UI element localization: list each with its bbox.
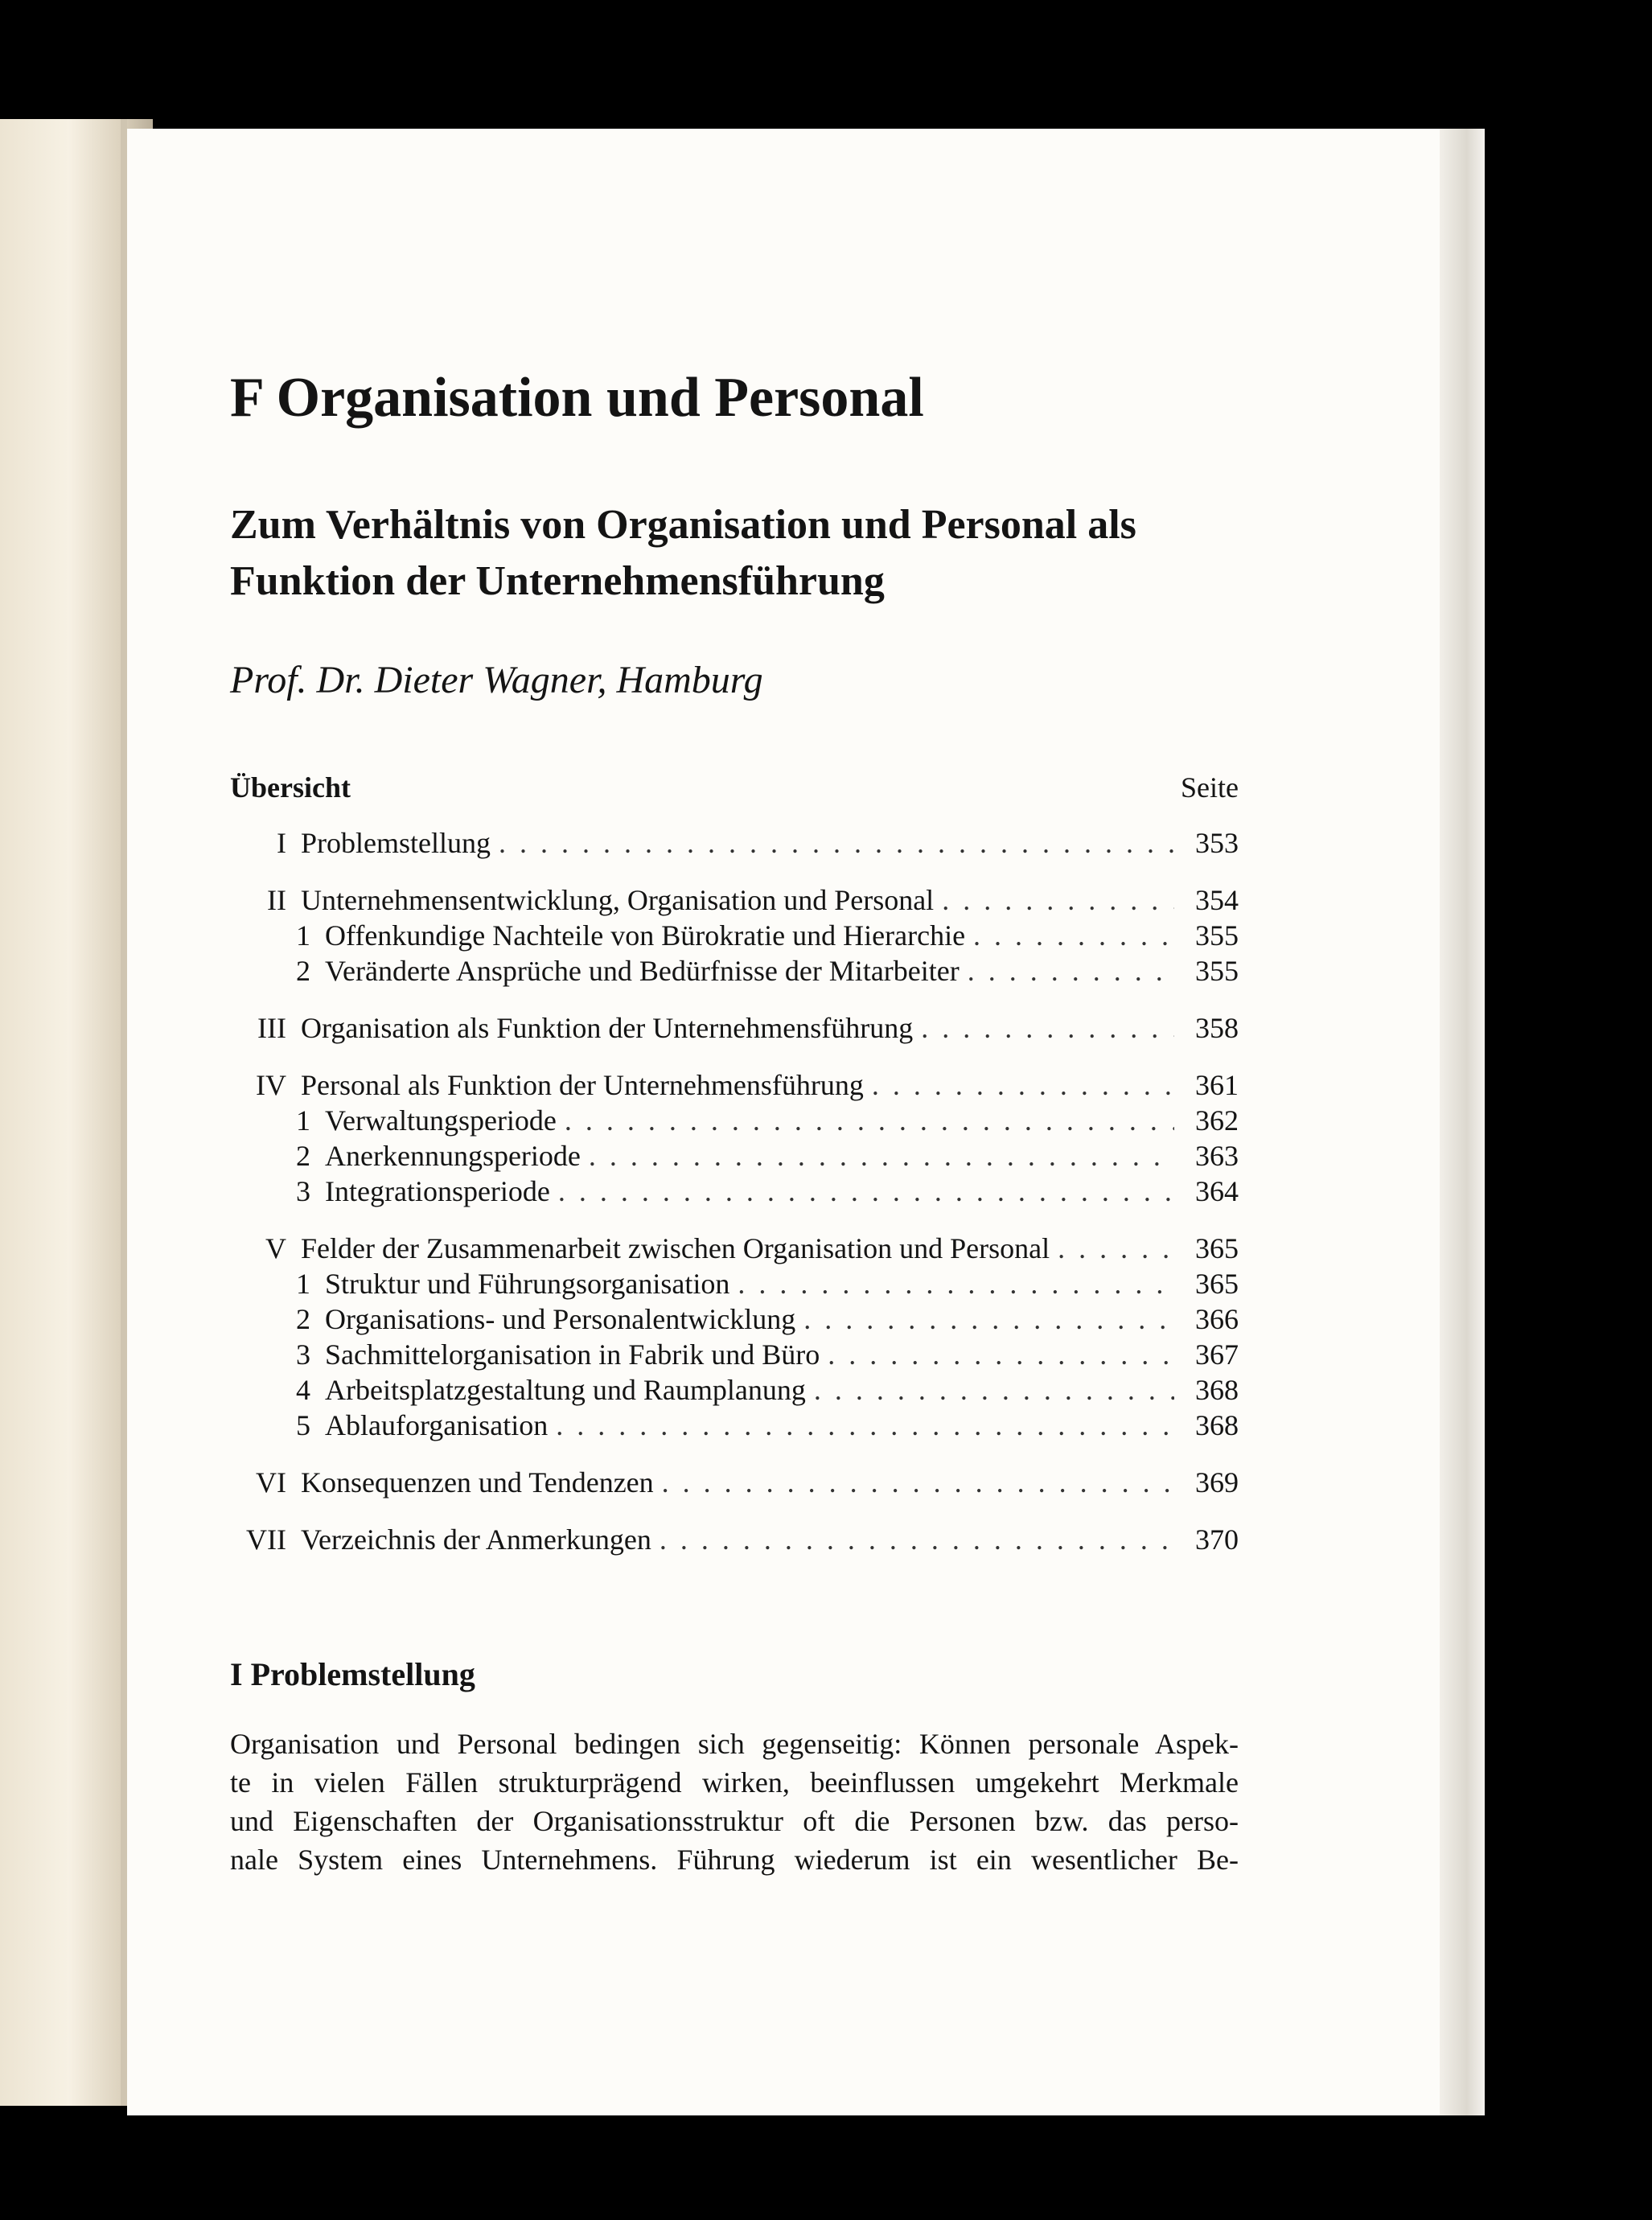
toc-entry-number: 1: [296, 1104, 310, 1137]
toc-entry-number: I: [277, 827, 286, 859]
toc-entry-label: Unternehmensentwicklung, Organisation und Personal: [301, 884, 935, 916]
toc-entry-page: 368: [1195, 1374, 1239, 1406]
toc-entry-page: 367: [1195, 1338, 1239, 1371]
toc-entry-label: Anerkennungsperiode: [325, 1140, 581, 1172]
toc-entry-number: 2: [296, 955, 310, 987]
toc-entry-label: Ablauforganisation: [325, 1409, 549, 1441]
toc-subentry: [230, 1174, 1239, 1210]
toc-subentry: [230, 1302, 1239, 1338]
toc-entry-label: Verzeichnis der Anmerkungen: [301, 1523, 651, 1556]
toc-entry-page: 355: [1195, 955, 1239, 987]
body-paragraph: [230, 1725, 1239, 1879]
toc-entry-label: Struktur und Führungsorganisation: [325, 1268, 730, 1300]
toc-entry: [230, 826, 1239, 861]
toc-entry-label: Problemstellung: [301, 827, 491, 859]
toc-entry-number: 2: [296, 1140, 310, 1172]
body-line: Organisation und Personal bedingen sich gegenseitig: Können personale Aspek-: [230, 1728, 1239, 1760]
toc-entry: [230, 1466, 1239, 1501]
toc-subentry: [230, 1338, 1239, 1373]
toc-entry-label: Organisations- und Personalentwicklung: [325, 1303, 796, 1335]
toc-subentry: [230, 1104, 1239, 1139]
toc-entry: [230, 1068, 1239, 1104]
toc-entry-number: II: [267, 884, 286, 916]
toc-leader-dots: [803, 1302, 1174, 1336]
toc-entry-page: 363: [1195, 1140, 1239, 1172]
toc-entry-label: Integrationsperiode: [325, 1175, 550, 1207]
toc-entry-label: Verwaltungsperiode: [325, 1104, 557, 1137]
toc-entry-page: 364: [1195, 1175, 1239, 1207]
article-title-line: Funktion der Unternehmensführung: [230, 558, 885, 604]
toc-leader-dots: [499, 826, 1174, 860]
toc-leader-dots: [738, 1267, 1174, 1301]
spine-fold: [121, 119, 127, 2106]
toc-entry-number: V: [265, 1232, 286, 1264]
article-title-line: Zum Verhältnis von Organisation und Personal als: [230, 502, 1136, 548]
toc-entry-label: Sachmittelorganisation in Fabrik und Büro: [325, 1338, 820, 1371]
toc-entry-number: III: [257, 1012, 286, 1044]
toc-entry-page: 369: [1195, 1466, 1239, 1498]
toc-leader-dots: [660, 1523, 1174, 1556]
toc-entry-number: 3: [296, 1338, 310, 1371]
toc-subentry: [230, 919, 1239, 954]
toc-entry-number: 5: [296, 1409, 310, 1441]
toc-subentry: [230, 1267, 1239, 1302]
toc-entry-page: 354: [1195, 884, 1239, 916]
toc-entry-label: Personal als Funktion der Unternehmensführung: [301, 1069, 864, 1101]
toc-leader-dots: [968, 954, 1174, 988]
toc-entry-number: 3: [296, 1175, 310, 1207]
toc-entry-number: 2: [296, 1303, 310, 1335]
toc-heading: Übersicht: [230, 771, 351, 804]
toc-entry-number: 4: [296, 1374, 310, 1406]
toc-entry: [230, 1523, 1239, 1558]
toc-entry-number: 1: [296, 919, 310, 952]
body-line: te in vielen Fällen strukturprägend wirken, beeinflussen umgekehrt Merkmale: [230, 1766, 1239, 1799]
section-heading: I Problemstellung: [230, 1656, 475, 1692]
toc-entry-label: Arbeitsplatzgestaltung und Raumplanung: [325, 1374, 806, 1406]
toc-entry-page: 358: [1195, 1012, 1239, 1044]
toc-entry-label: Organisation als Funktion der Unternehmensführung: [301, 1012, 914, 1044]
toc-leader-dots: [828, 1338, 1174, 1371]
toc-entry-page: 365: [1195, 1232, 1239, 1264]
page-edge: [1440, 129, 1485, 2115]
body-line: nale System eines Unternehmens. Führung wiederum ist ein wesentlicher Be-: [230, 1844, 1239, 1876]
toc-entry-number: VII: [246, 1523, 286, 1556]
toc-leader-dots: [558, 1174, 1174, 1208]
toc-entry-page: 370: [1195, 1523, 1239, 1556]
toc-entry-page: 368: [1195, 1409, 1239, 1441]
toc-leader-dots: [942, 883, 1174, 917]
toc-entry-page: 365: [1195, 1268, 1239, 1300]
toc-entry-label: Offenkundige Nachteile von Bürokratie und Hierarchie: [325, 919, 966, 952]
body-line: und Eigenschaften der Organisationsstruktur oft die Personen bzw. das perso-: [230, 1805, 1239, 1837]
toc-subentry: [230, 954, 1239, 989]
toc-leader-dots: [872, 1068, 1174, 1102]
toc-leader-dots: [662, 1466, 1174, 1499]
toc-leader-dots: [556, 1408, 1174, 1442]
toc-entry: [230, 883, 1239, 919]
toc-entry-label: Felder der Zusammenarbeit zwischen Organisation und Personal: [301, 1232, 1050, 1264]
toc-leader-dots: [565, 1104, 1174, 1137]
toc-entry-number: IV: [256, 1069, 286, 1101]
toc-entry-number: VI: [256, 1466, 286, 1498]
toc-subentry: [230, 1139, 1239, 1174]
toc-entry: [230, 1231, 1239, 1267]
toc-header: [230, 771, 1239, 806]
toc-leader-dots: [973, 919, 1174, 952]
table-of-contents: [230, 826, 1239, 1558]
article-title: [230, 497, 1136, 610]
toc-entry-label: Konsequenzen und Tendenzen: [301, 1466, 654, 1498]
toc-entry-page: 361: [1195, 1069, 1239, 1101]
toc-subentry: [230, 1408, 1239, 1444]
chapter-title: F Organisation und Personal: [230, 367, 924, 429]
toc-subentry: [230, 1373, 1239, 1408]
toc-entry-page: 362: [1195, 1104, 1239, 1137]
toc-entry: [230, 1011, 1239, 1046]
toc-entry-number: 1: [296, 1268, 310, 1300]
toc-entry-page: 353: [1195, 827, 1239, 859]
toc-entry-page: 366: [1195, 1303, 1239, 1335]
toc-entry-page: 355: [1195, 919, 1239, 952]
toc-leader-dots: [589, 1139, 1174, 1173]
toc-leader-dots: [1058, 1231, 1174, 1265]
toc-leader-dots: [814, 1373, 1174, 1407]
author-line: Prof. Dr. Dieter Wagner, Hamburg: [230, 659, 763, 701]
toc-leader-dots: [921, 1011, 1174, 1045]
toc-page-column-label: Seite: [1181, 771, 1239, 804]
toc-entry-label: Veränderte Ansprüche und Bedürfnisse der Mitarbeiter: [325, 955, 960, 987]
